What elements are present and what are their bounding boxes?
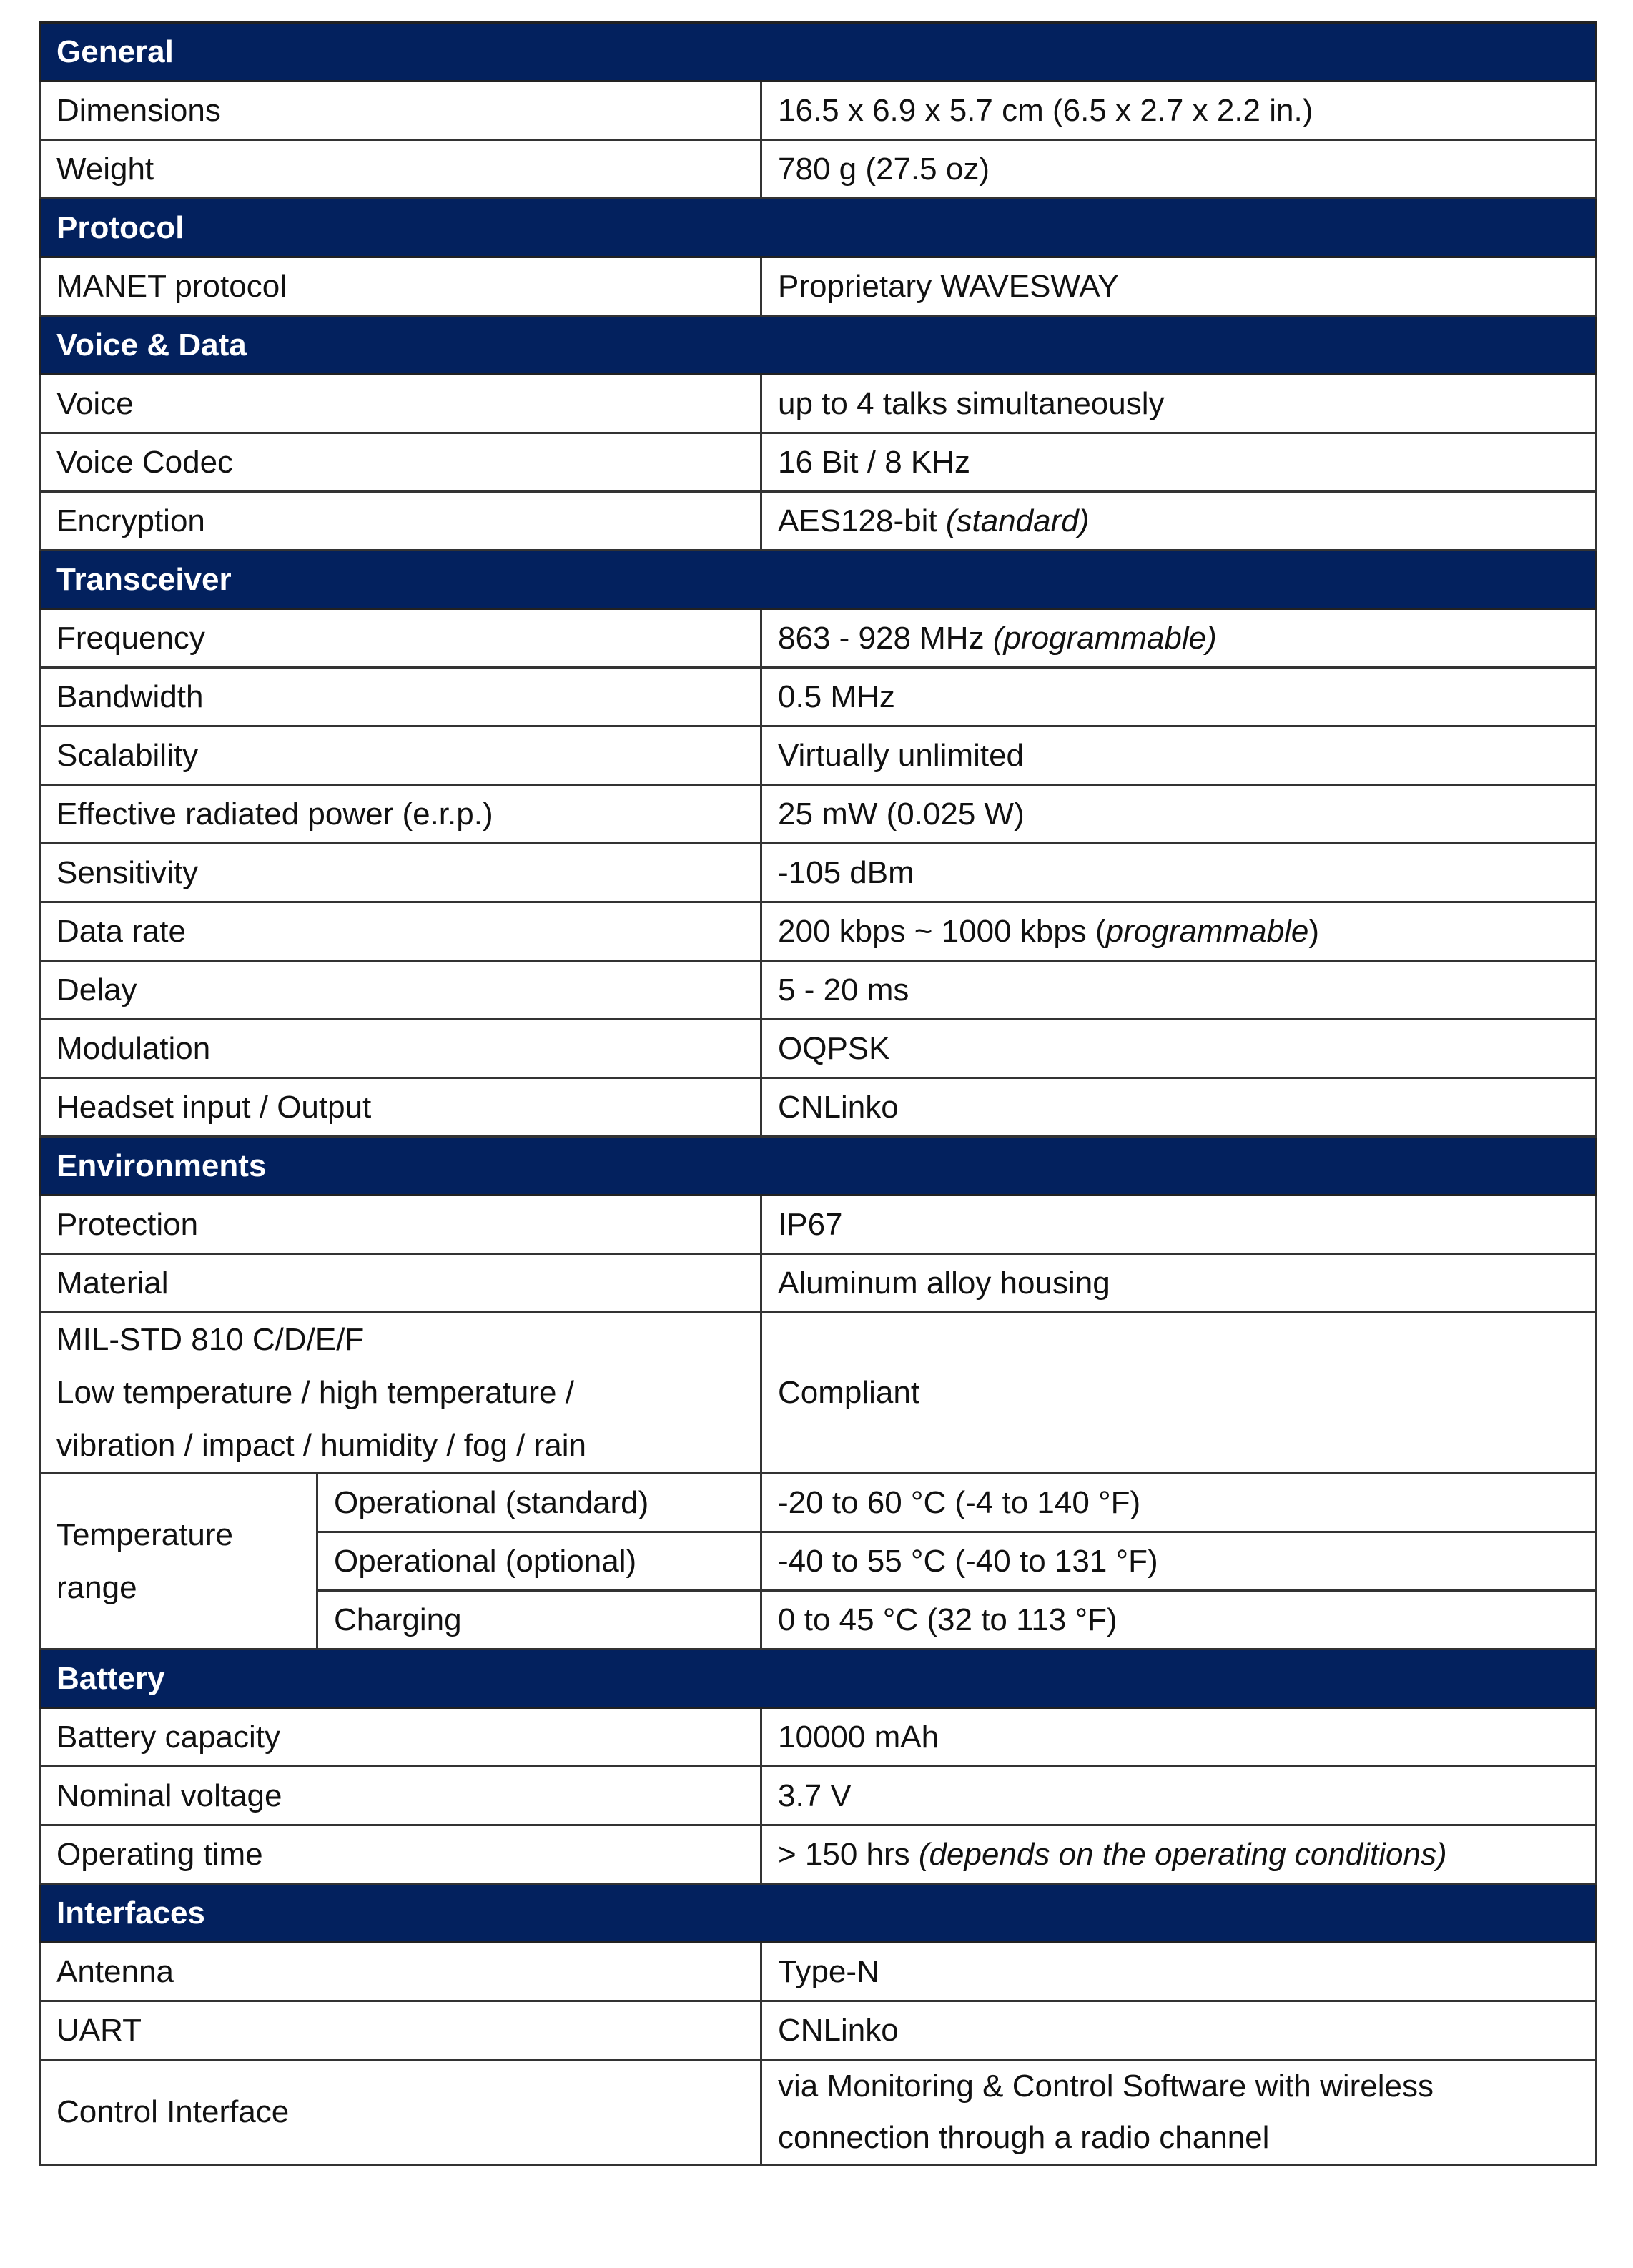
- section-title: General: [40, 23, 1597, 82]
- value-note: programmable: [1105, 913, 1309, 949]
- spec-label: [40, 668, 761, 726]
- spec-label: [40, 1195, 761, 1254]
- spec-label: [40, 2001, 761, 2060]
- spec-value: [761, 1708, 1597, 1767]
- spec-label-line: Headset input / Output: [56, 1089, 372, 1125]
- section-title: Battery: [40, 1650, 1597, 1708]
- section-title: Interfaces: [40, 1884, 1597, 1943]
- section-header: [40, 1650, 1597, 1708]
- table-row: [40, 1195, 1597, 1254]
- value-text: up to 4 talks simultaneously: [778, 385, 1165, 421]
- spec-value: [761, 1943, 1597, 2001]
- table-row: [40, 902, 1597, 961]
- section-header: [40, 23, 1597, 82]
- spec-label-line: MIL-STD 810 C/D/E/F: [56, 1322, 365, 1357]
- spec-value: [761, 1078, 1597, 1137]
- table-row: [40, 1767, 1597, 1825]
- spec-label-line: Modulation: [56, 1030, 211, 1066]
- value-text: 25 mW (0.025 W): [778, 796, 1025, 832]
- value-text: Aluminum alloy housing: [778, 1265, 1110, 1301]
- value-text: CNLinko: [778, 2012, 899, 2048]
- value-text: 10000 mAh: [778, 1719, 939, 1755]
- table-row: [40, 140, 1597, 199]
- spec-label-line: Data rate: [56, 913, 186, 949]
- table-row: [40, 726, 1597, 785]
- table-row: [40, 668, 1597, 726]
- table-row: [40, 844, 1597, 902]
- section-header: [40, 199, 1597, 257]
- spec-label-line: Antenna: [56, 1953, 174, 1989]
- spec-label: [40, 82, 761, 140]
- section-header: [40, 316, 1597, 375]
- spec-value: [761, 2060, 1597, 2165]
- table-row: [40, 1020, 1597, 1078]
- spec-label-line: Nominal voltage: [56, 1778, 282, 1813]
- spec-label: [40, 492, 761, 551]
- value-text: Proprietary WAVESWAY: [778, 268, 1119, 304]
- spec-label-line: Operating time: [56, 1836, 263, 1872]
- spec-label: [40, 902, 761, 961]
- spec-label-line: Bandwidth: [56, 679, 204, 714]
- value-text: 5 - 20 ms: [778, 972, 909, 1007]
- spec-label: [40, 1020, 761, 1078]
- spec-value: -40 to 55 °C (-40 to 131 °F): [761, 1532, 1597, 1591]
- spec-label-line: Voice: [56, 385, 134, 421]
- spec-label: [40, 1708, 761, 1767]
- spec-label-line: Battery capacity: [56, 1719, 281, 1755]
- spec-label: [40, 1313, 761, 1474]
- group-label-line: range: [56, 1569, 137, 1605]
- table-row: [40, 257, 1597, 316]
- spec-label: [40, 1078, 761, 1137]
- spec-label-line: Low temperature / high temperature /: [56, 1375, 574, 1410]
- spec-label-line: Voice Codec: [56, 444, 234, 480]
- spec-label: [40, 257, 761, 316]
- section-header: [40, 1137, 1597, 1195]
- spec-value: [761, 82, 1597, 140]
- spec-value: -20 to 60 °C (-4 to 140 °F): [761, 1474, 1597, 1532]
- spec-value: [761, 2001, 1597, 2060]
- value-text: > 150 hrs: [778, 1836, 919, 1872]
- table-row: [40, 1474, 1597, 1532]
- sub-label: Charging: [317, 1591, 761, 1650]
- spec-value: [761, 785, 1597, 844]
- spec-value: [761, 1020, 1597, 1078]
- spec-label-line: MANET protocol: [56, 268, 287, 304]
- table-row: [40, 609, 1597, 668]
- value-text: CNLinko: [778, 1089, 899, 1125]
- spec-label-line: vibration / impact / humidity / fog / rain: [56, 1428, 586, 1463]
- value-text: 0.5 MHz: [778, 679, 895, 714]
- section-header: [40, 1884, 1597, 1943]
- value-text: connection through a radio channel: [778, 2120, 1270, 2155]
- value-note: (depends on the operating conditions): [918, 1836, 1447, 1872]
- spec-value: [761, 140, 1597, 199]
- table-row: [40, 82, 1597, 140]
- sub-label: Operational (optional): [317, 1532, 761, 1591]
- group-label: [40, 1474, 317, 1650]
- spec-label-line: Protection: [56, 1206, 199, 1242]
- value-text: Virtually unlimited: [778, 737, 1025, 773]
- table-row: [40, 785, 1597, 844]
- spec-value: [761, 902, 1597, 961]
- spec-label-line: Dimensions: [56, 92, 221, 128]
- table-row: [40, 375, 1597, 433]
- table-row: [40, 1708, 1597, 1767]
- value-text: 16.5 x 6.9 x 5.7 cm (6.5 x 2.7 x 2.2 in.): [778, 92, 1313, 128]
- value-text: via Monitoring & Control Software with wireless: [778, 2069, 1434, 2104]
- spec-value: [761, 668, 1597, 726]
- value-text: 200 kbps ~ 1000 kbps (: [778, 913, 1106, 949]
- spec-value: [761, 1313, 1597, 1474]
- table-row: [40, 2060, 1597, 2165]
- spec-label-line: Material: [56, 1265, 169, 1301]
- spec-value: [761, 844, 1597, 902]
- section-header: [40, 551, 1597, 609]
- spec-value: [761, 492, 1597, 551]
- value-text: AES128-bit: [778, 503, 946, 538]
- spec-label-line: UART: [56, 2012, 142, 2048]
- spec-value: [761, 1825, 1597, 1884]
- table-row: [40, 1313, 1597, 1474]
- spec-label-line: Effective radiated power (e.r.p.): [56, 796, 493, 832]
- spec-label: [40, 1825, 761, 1884]
- table-row: [40, 2001, 1597, 2060]
- spec-label-line: Control Interface: [56, 2094, 290, 2129]
- value-text: 3.7 V: [778, 1778, 852, 1813]
- group-label-line: Temperature: [56, 1517, 234, 1552]
- spec-label-line: Scalability: [56, 737, 199, 773]
- spec-value: [761, 1767, 1597, 1825]
- spec-label: [40, 375, 761, 433]
- spec-label: [40, 140, 761, 199]
- value-text: OQPSK: [778, 1030, 890, 1066]
- spec-label: [40, 1767, 761, 1825]
- spec-label: [40, 609, 761, 668]
- spec-label: [40, 785, 761, 844]
- table-row: [40, 433, 1597, 492]
- spec-value: [761, 257, 1597, 316]
- section-title: Environments: [40, 1137, 1597, 1195]
- value-text: 863 - 928 MHz: [778, 620, 993, 656]
- section-title: Transceiver: [40, 551, 1597, 609]
- value-text: Type-N: [778, 1953, 879, 1989]
- spec-label-line: Encryption: [56, 503, 205, 538]
- spec-label: [40, 2060, 761, 2165]
- spec-value: 0 to 45 °C (32 to 113 °F): [761, 1591, 1597, 1650]
- table-row: [40, 1078, 1597, 1137]
- spec-value: [761, 609, 1597, 668]
- spec-label-line: Weight: [56, 151, 154, 187]
- spec-label: [40, 433, 761, 492]
- value-text: 780 g (27.5 oz): [778, 151, 990, 187]
- spec-label-line: Frequency: [56, 620, 205, 656]
- spec-value: [761, 1254, 1597, 1313]
- spec-table: [39, 21, 1597, 2166]
- table-row: [40, 1825, 1597, 1884]
- table-row: [40, 961, 1597, 1020]
- spec-label: [40, 726, 761, 785]
- spec-value: [761, 961, 1597, 1020]
- value-text: 16 Bit / 8 KHz: [778, 444, 971, 480]
- value-text: Compliant: [778, 1375, 920, 1410]
- table-row: [40, 1943, 1597, 2001]
- table-row: [40, 1254, 1597, 1313]
- spec-label: [40, 1254, 761, 1313]
- spec-label: [40, 1943, 761, 2001]
- spec-label: [40, 961, 761, 1020]
- spec-value: [761, 726, 1597, 785]
- spec-label: [40, 844, 761, 902]
- value-note: (standard): [945, 503, 1090, 538]
- spec-label-line: Sensitivity: [56, 854, 199, 890]
- spec-value: [761, 433, 1597, 492]
- value-note: (programmable): [992, 620, 1217, 656]
- spec-value: [761, 375, 1597, 433]
- spec-value: [761, 1195, 1597, 1254]
- value-text: -105 dBm: [778, 854, 914, 890]
- table-row: [40, 492, 1597, 551]
- section-title: Voice & Data: [40, 316, 1597, 375]
- spec-label-line: Delay: [56, 972, 137, 1007]
- value-text: ): [1308, 913, 1319, 949]
- sub-label: Operational (standard): [317, 1474, 761, 1532]
- section-title: Protocol: [40, 199, 1597, 257]
- value-text: IP67: [778, 1206, 843, 1242]
